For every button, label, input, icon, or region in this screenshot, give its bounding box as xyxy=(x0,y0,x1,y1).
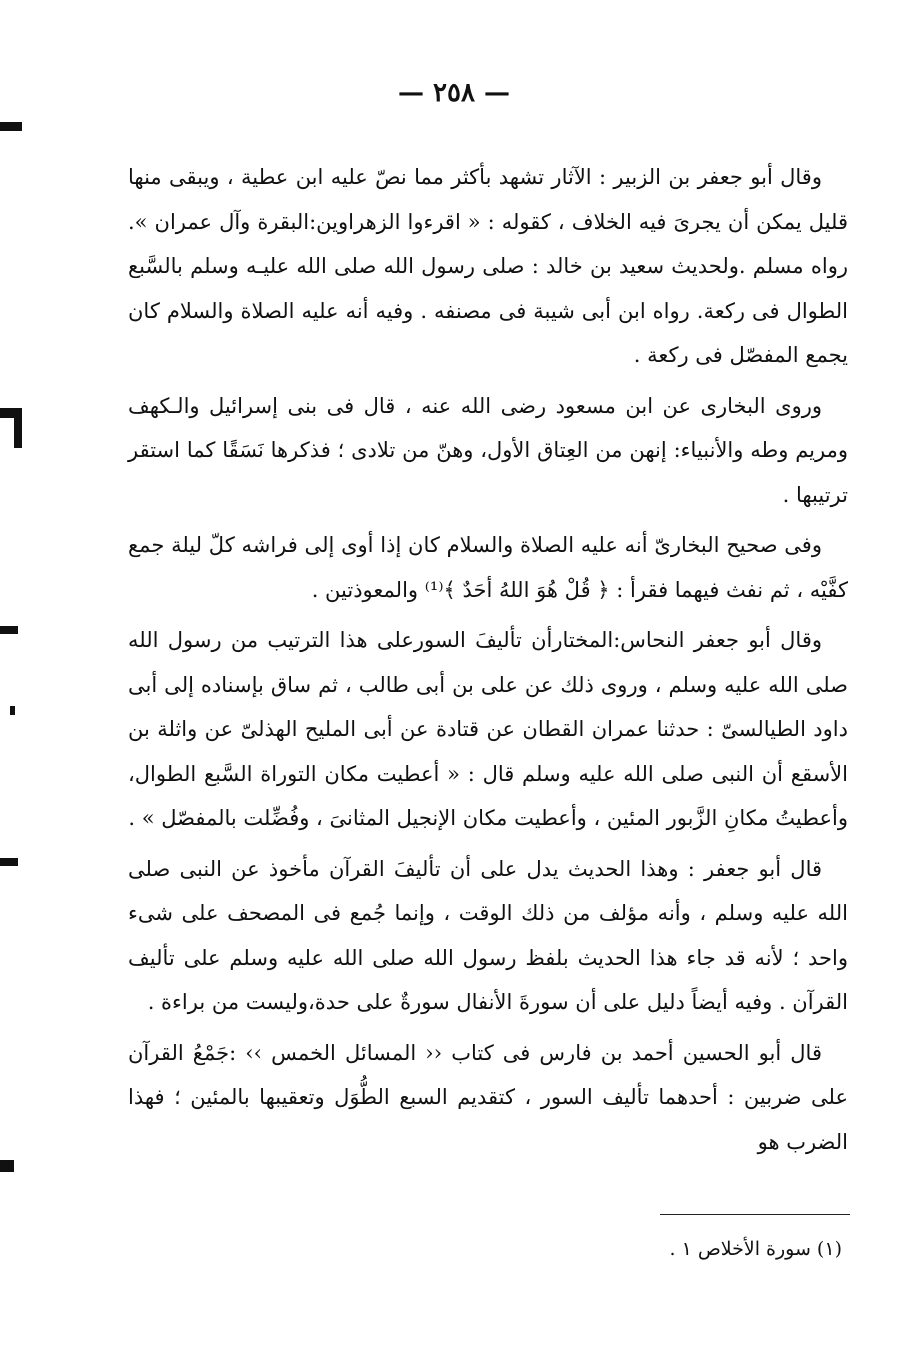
scan-mark xyxy=(0,122,22,131)
scan-mark xyxy=(0,858,18,866)
paragraph-4: وقال أبو جعفر النحاس:المختارأن تأليفَ السورعلى هذا الترتيب من رسول الله صلى الله عليه وسلم ، وروى ذلك عن على بن أبى طالب ، ثم ساق بإسناده إلى أبى داود الطيالسىّ : حدثنا عمران القطان عن قتادة عن أبى المليح الهذلىّ عن واثلة بن الأسقع أن النبى صلى الله عليه وسلم قال : « أعطيت مكان التوراة السَّبع الطوال، وأعطيتُ مكانِ الزَّبور المئين ، وأعطيت مكان الإنجيل المثانىَ ، وفُضِّلت بالمفصّل » . xyxy=(128,628,848,830)
scan-mark xyxy=(10,706,15,715)
paragraph-5: قال أبو جعفر : وهذا الحديث يدل على أن تأليفَ القرآن مأخوذ عن النبى صلى الله عليه وسلم ، وأنه مؤلف من ذلك الوقت ، وإنما جُمع فى المصحف على شىء واحد ؛ لأنه قد جاء هذا الحديث بلفظ رسول الله صلى الله عليه وسلم على تأليف القرآن . وفيه أيضاً دليل على أن سورةَ الأنفال سورةٌ على حدة،وليست من براءة . xyxy=(128,856,848,1014)
scan-mark xyxy=(0,1160,14,1172)
paragraph-3: وفى صحيح البخارىّ أنه عليه الصلاة والسلام كان إذا أوى إلى فراشه كلّ ليلة جمع كفَّيْه ، ثم نفث فيهما فقرأ : ﴿ قُلْ هُوَ اللهُ أحَدٌ ﴾⁽¹⁾ والمعوذتين . xyxy=(128,533,848,602)
main-text xyxy=(128,155,848,1170)
scan-mark xyxy=(0,626,18,634)
footnote: (١) سورة الأخلاص ١ . xyxy=(669,1238,842,1260)
paragraph-2: وروى البخارى عن ابن مسعود رضى الله عنه ، قال فى بنى إسرائيل والـكهف ومريم وطه والأنبياء: إنهن من العِتاق الأول، وهنّ من تلادى ؛ فذكرها نَسَقًا كما استقر ترتيبها . xyxy=(128,393,848,507)
paragraph-1: وقال أبو جعفر بن الزبير : الآثار تشهد بأكثر مما نصّ عليه ابن عطية ، ويبقى منها قليل يمكن أن يجرىَ فيه الخلاف ، كقوله : « اقرءوا الزهراوين:البقرة وآل عمران ». رواه مسلم .ولحديث سعيد بن خالد : صلى رسول الله صلى الله عليـه وسلم بالسَّبع الطوال فى ركعة. رواه ابن أبى شيبة فى مصنفه . وفيه أنه عليه الصلاة والسلام كان يجمع المفصّل فى ركعة . xyxy=(128,165,848,367)
footnote-divider xyxy=(660,1214,850,1215)
paragraph-6: قال أبو الحسين أحمد بن فارس فى كتاب ‹‹ المسائل الخمس ›› :جَمْعُ القرآن على ضربين : أحدهما تأليف السور ، كتقديم السبع الطُّوَل وتعقيبها بالمئين ؛ فهذا الضرب هو xyxy=(128,1040,848,1154)
scan-mark xyxy=(14,408,22,448)
page-number: — ٢٥٨ — xyxy=(397,78,511,108)
